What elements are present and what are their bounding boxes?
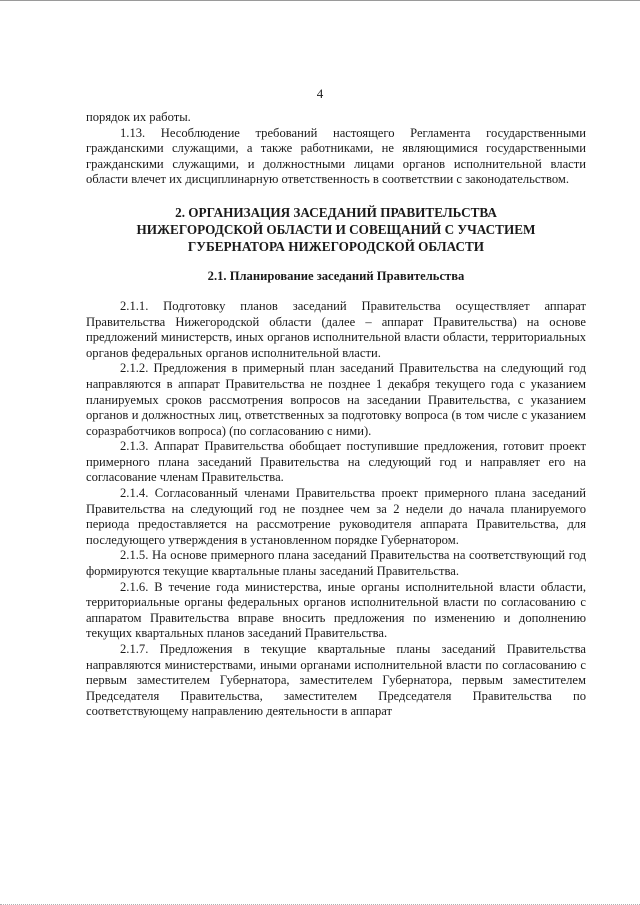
- subsection-heading: 2.1. Планирование заседаний Правительства: [207, 269, 465, 284]
- top-edge-divider: [0, 0, 640, 1]
- document-body: [86, 110, 586, 720]
- paragraph-2-1-3: 2.1.3. Аппарат Правительства обобщает поступившие предложения, готовит проект примерного плана заседаний Правительства на следующий год и направляет его на согласование членам Правительства.: [86, 439, 586, 485]
- paragraph-2-1-1: 2.1.1. Подготовку планов заседаний Правительства осуществляет аппарат Правительства Нижегородской области (далее – аппарат Правительства) на основе предложений министерств, иных органов исполнительной власти области, территориальных органов федеральных органов исполнительной власти.: [86, 298, 586, 360]
- paragraph-1-13: 1.13. Несоблюдение требований настоящего Регламента государственными гражданскими служащими, а также работниками, не являющимися государственными гражданскими служащими, и должностными лицами органов исполнительной власти области влечет их дисциплинарную ответственность в соответствии с законодательством.: [86, 125, 586, 187]
- paragraph-2-1-2: 2.1.2. Предложения в примерный план заседаний Правительства на следующий год направляются в аппарат Правительства не позднее 1 декабря текущего года с указанием планируемых сроков рассмотрения вопросов на заседании Правительства, с указанием органов и должностных лиц, ответственных за подготовку вопроса (в том числе с указанием соразработчиков вопроса) (по согласованию с ними).: [86, 361, 586, 438]
- paragraph-2-1-4: 2.1.4. Согласованный членами Правительства проект примерного плана заседаний Правительства на следующий год не позднее чем за 2 недели до начала планируемого периода предоставляется на рассмотрение руководителя аппарата Правительства, для последующего утверждения в установленном порядке Губернатором.: [86, 486, 586, 547]
- paragraph-2-1-5: 2.1.5. На основе примерного плана заседаний Правительства на соответствующий год формируются текущие квартальные планы заседаний Правительства.: [86, 548, 586, 579]
- paragraph-2-1-6: 2.1.6. В течение года министерства, иные органы исполнительной власти области, территориальные органы федеральных органов исполнительной власти по согласованию с аппаратом Правительства вправе вносить предложения по изменению и дополнению текущих квартальных планов заседаний Правительства.: [86, 579, 586, 641]
- section-heading-line: НИЖЕГОРОДСКОЙ ОБЛАСТИ И СОВЕЩАНИЙ С УЧАСТИЕМ: [136, 221, 536, 237]
- paragraph-2-1-7: 2.1.7. Предложения в текущие квартальные планы заседаний Правительства направляются министерствами, иными органами исполнительной власти по согласованию с первым заместителем Губернатора, заместителем Губернатора, первым заместителем Председателя Правительства, заместителем Председателя Правительства по соответствующему направлению деятельности в аппарат: [86, 642, 586, 719]
- section-heading: [86, 205, 586, 255]
- continuation-text: порядок их работы.: [86, 110, 191, 124]
- page-number: 4: [316, 86, 324, 101]
- section-heading-line: ГУБЕРНАТОРА НИЖЕГОРОДСКОЙ ОБЛАСТИ: [187, 238, 485, 254]
- section-heading-line: 2. ОРГАНИЗАЦИЯ ЗАСЕДАНИЙ ПРАВИТЕЛЬСТВА: [175, 204, 497, 220]
